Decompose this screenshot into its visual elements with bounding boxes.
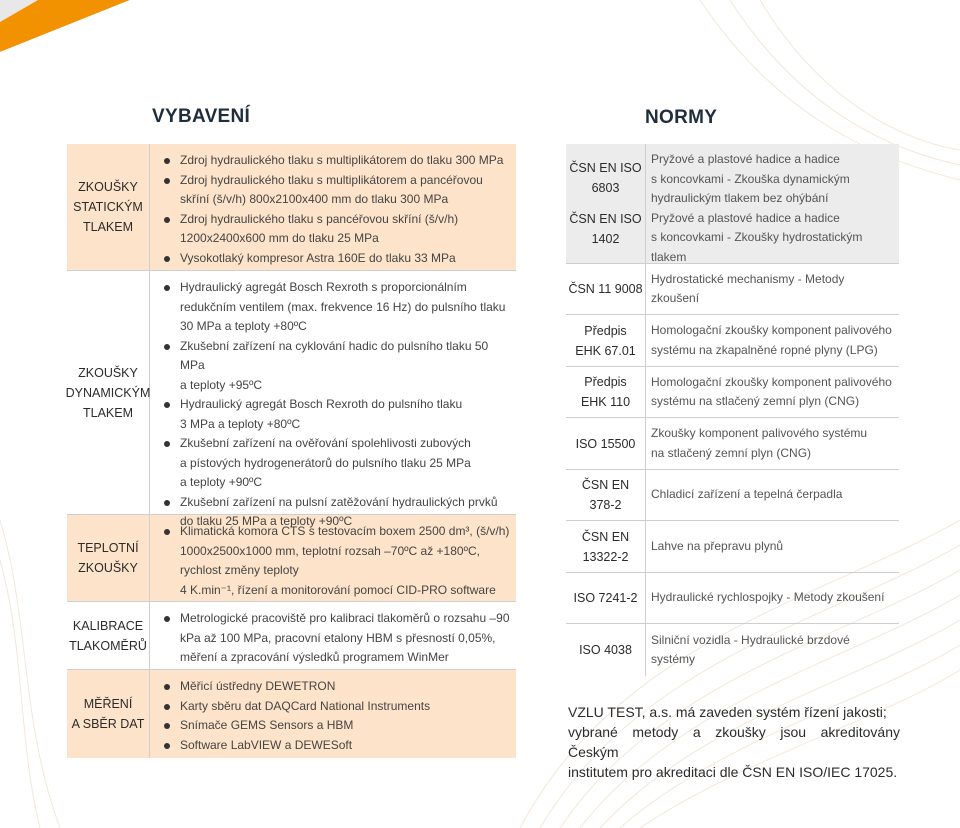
text-line: Pryžové a plastové hadice a hadice — [651, 152, 840, 166]
standard-code — [566, 315, 646, 366]
text-line: ČSN EN ISO — [569, 160, 642, 175]
standard-description — [646, 264, 899, 314]
text-line: Silniční vozidla - Hydraulické brzdové systémy — [651, 632, 850, 666]
list-item — [164, 395, 512, 434]
list-item — [164, 609, 512, 668]
text-line: TLAKOMĚRŮ — [69, 638, 147, 653]
bullet-icon — [164, 684, 170, 690]
text-line: Hydraulický agregát Bosch Rexroth s proporcionálním — [180, 280, 467, 294]
text-line: systému na zkapalněné ropné plyny (LPG) — [651, 342, 878, 357]
text-line: Zkušební zařízení na ověřování spolehlivosti zubových — [180, 436, 471, 450]
list-item — [164, 736, 512, 756]
text-line: ZKOUŠKY — [78, 365, 138, 380]
text-line: TLAKEM — [82, 220, 133, 234]
bullet-icon — [164, 529, 170, 535]
table-row — [566, 264, 899, 315]
standard-description — [646, 315, 899, 366]
standard-code — [566, 264, 646, 314]
standard-code — [566, 418, 646, 469]
text-line: Měřicí ústředny DEWETRON — [180, 679, 336, 693]
text-line: 30 MPa a teploty +80ºC — [180, 319, 307, 333]
standard-description — [646, 470, 899, 520]
text-line: s koncovkami - Zkouška dynamickým — [651, 171, 850, 186]
text-line: 1200x2400x600 mm do tlaku 25 MPa — [180, 231, 379, 245]
equipment-row-data-acquisition — [67, 670, 516, 758]
text-line: do tlaku 25 MPa a teploty +90ºC — [180, 514, 353, 528]
bullet-icon — [164, 285, 170, 291]
standards-group-hoses — [566, 144, 899, 264]
equipment-category — [67, 271, 150, 514]
text-line: na stlačený zemní plyn (CNG) — [651, 445, 812, 460]
section-title-normy: NORMY — [645, 107, 718, 128]
text-line: VZLU TEST, a.s. má zaveden systém řízení jakosti; — [568, 704, 887, 720]
text-line: STATICKÝM — [73, 200, 143, 214]
text-line: Pryžové a plastové hadice a hadice — [651, 210, 840, 225]
text-line: Metrologické pracoviště pro kalibraci tlakoměrů o rozsahu –90 — [180, 611, 510, 625]
text-line: Zkoušky komponent palivového systému — [651, 426, 868, 440]
list-item — [164, 210, 512, 249]
text-line: měření a zpracování výsledků programem WinMer — [180, 650, 449, 664]
bullet-icon — [164, 723, 170, 729]
text-line: Hydrostatické mechanismy - Metody zkoušení — [651, 271, 845, 305]
text-line: Zdroj hydraulického tlaku s multiplikátorem do tlaku 300 MPa — [180, 153, 504, 167]
text-line: 3 MPa a teploty +80ºC — [180, 416, 301, 431]
text-line: rychlost změny teploty — [180, 563, 299, 577]
equipment-category — [67, 602, 150, 669]
standard-code — [566, 573, 646, 623]
section-title-vybaveni: VYBAVENÍ — [152, 106, 251, 127]
text-line: hydraulickým tlakem bez ohýbání — [651, 191, 829, 205]
text-line: KALIBRACE — [72, 618, 144, 633]
equipment-category — [67, 515, 150, 601]
text-line: ISO 7241-2 — [573, 591, 638, 605]
table-row — [566, 470, 899, 521]
text-line: skříní (š/v/h) 800x2100x400 mm do tlaku 300 MPa — [180, 192, 449, 206]
text-line: systému na stlačený zemní plyn (CNG) — [651, 394, 860, 408]
equipment-row-calibration — [67, 602, 516, 670]
standard-description — [646, 144, 899, 263]
standard-code — [566, 521, 646, 572]
equipment-category — [67, 670, 150, 758]
list-item — [164, 171, 512, 210]
text-line: Karty sběru dat DAQCard National Instruments — [180, 698, 431, 713]
equipment-row-temperature — [67, 515, 516, 602]
text-line: a pístových hydrogenerátorů do pulsního tlaku 25 MPa — [180, 455, 471, 470]
text-line: 1000x2500x1000 mm, teplotní rozsah –70ºC až +180ºC, — [180, 543, 480, 558]
text-line: EHK 67.01 — [575, 343, 636, 358]
standards-table — [566, 144, 899, 676]
text-line: Hydraulický agregát Bosch Rexroth do pulsního tlaku — [180, 397, 463, 411]
text-line: kPa až 100 MPa, pracovní etalony HBM s přesností 0,05%, — [180, 630, 496, 645]
text-line: 4 K.min⁻¹, řízení a monitorování pomocí CID-PRO software — [180, 582, 496, 597]
text-line: Zkušební zařízení na pulsní zatěžování hydraulických prvků — [180, 494, 498, 509]
standard-description — [646, 418, 899, 469]
text-line: TLAKEM — [83, 405, 134, 420]
text-line: Zdroj hydraulického tlaku s pancéřovou skříní (š/v/h) — [180, 211, 459, 226]
text-line: Hydraulické rychlospojky - Metody zkoušení — [651, 590, 885, 605]
text-line: ČSN 11 9008 — [568, 282, 643, 296]
list-item — [164, 434, 512, 493]
text-line: Snímače GEMS Sensors a HBM — [180, 718, 354, 732]
text-line: ISO 4038 — [579, 643, 632, 657]
standard-code — [566, 367, 646, 417]
standard-description — [646, 573, 899, 623]
equipment-table — [67, 144, 516, 758]
text-line: 13322-2 — [582, 549, 629, 564]
text-line: ZKOUŠKY — [78, 561, 138, 575]
text-line: Homologační zkoušky komponent palivového — [651, 374, 892, 389]
bullet-icon — [164, 256, 170, 262]
text-line: 1402 — [591, 232, 620, 247]
bullet-icon — [164, 704, 170, 710]
list-item — [164, 522, 512, 600]
text-line: ČSN EN — [581, 529, 630, 544]
bullet-icon — [164, 178, 170, 184]
list-item — [164, 249, 512, 269]
table-row — [566, 573, 899, 624]
text-line: Software LabVIEW a DEWESoft — [180, 737, 353, 752]
text-line: a teploty +90ºC — [180, 475, 263, 489]
bullet-icon — [164, 344, 170, 350]
standard-code — [566, 470, 646, 520]
text-line: TEPLOTNÍ — [77, 541, 139, 555]
table-row — [566, 521, 899, 573]
table-row — [566, 418, 899, 470]
list-item — [164, 716, 512, 736]
text-line: DYNAMICKÝM — [65, 385, 151, 400]
list-item — [164, 677, 512, 697]
bullet-icon — [164, 743, 170, 749]
text-line: Předpis — [584, 323, 627, 338]
text-line: EHK 110 — [580, 395, 631, 409]
list-item — [164, 278, 512, 337]
equipment-row-static — [67, 144, 516, 271]
bullet-icon — [164, 158, 170, 164]
text-line: ISO 15500 — [575, 436, 636, 451]
text-line: Vysokotlaký kompresor Astra 160E do tlaku 33 MPa — [180, 250, 456, 265]
text-line: ČSN EN — [581, 478, 630, 492]
bullet-icon — [164, 500, 170, 506]
table-row — [566, 367, 899, 418]
standard-description — [646, 367, 899, 417]
list-item — [164, 337, 512, 396]
text-line: 378-2 — [589, 498, 622, 512]
list-item — [164, 151, 512, 171]
bullet-icon — [164, 217, 170, 223]
bullet-icon — [164, 616, 170, 622]
text-line: redukčním ventilem (max. frekvence 16 Hz) do pulsního tlaku — [180, 299, 506, 314]
accreditation-note — [568, 702, 900, 782]
table-row — [566, 624, 899, 676]
text-line: Chladicí zařízení a tepelná čerpadla — [651, 487, 843, 502]
bullet-icon — [164, 402, 170, 408]
text-line: Lahve na přepravu plynů — [651, 538, 784, 553]
corner-stripe-decoration — [0, 0, 160, 60]
standard-description — [646, 521, 899, 572]
standard-description — [646, 624, 899, 676]
text-line: ZKOUŠKY — [78, 180, 138, 194]
text-line: 6803 — [591, 180, 620, 195]
text-line: s koncovkami - Zkoušky hydrostatickým tlakem — [651, 230, 863, 264]
standard-code — [566, 144, 646, 263]
text-line: Zkušební zařízení na cyklování hadic do pulsního tlaku 50 MPa — [180, 338, 489, 372]
equipment-row-dynamic — [65, 271, 516, 528]
text-line: Klimatická komora CTS s testovacím boxem 2500 dm³, (š/v/h) — [180, 524, 510, 538]
text-line: institutem pro akreditaci dle ČSN EN ISO/IEC 17025. — [568, 764, 898, 780]
text-line: ČSN EN ISO — [569, 212, 642, 227]
bullet-icon — [164, 441, 170, 447]
text-line: MĚŘENÍ — [83, 697, 133, 711]
text-line: vybrané metody a zkoušky jsou akreditovány Českým — [568, 724, 900, 760]
list-item — [164, 697, 512, 717]
text-line: Homologační zkoušky komponent palivového — [651, 323, 892, 337]
text-line: A SBĚR DAT — [71, 717, 145, 731]
text-line: Předpis — [584, 375, 627, 389]
standard-code — [566, 624, 646, 676]
table-row — [566, 315, 899, 367]
text-line: Zdroj hydraulického tlaku s multiplikátorem a pancéřovou — [180, 172, 483, 187]
equipment-category — [67, 144, 150, 270]
text-line: a teploty +95ºC — [180, 377, 263, 392]
